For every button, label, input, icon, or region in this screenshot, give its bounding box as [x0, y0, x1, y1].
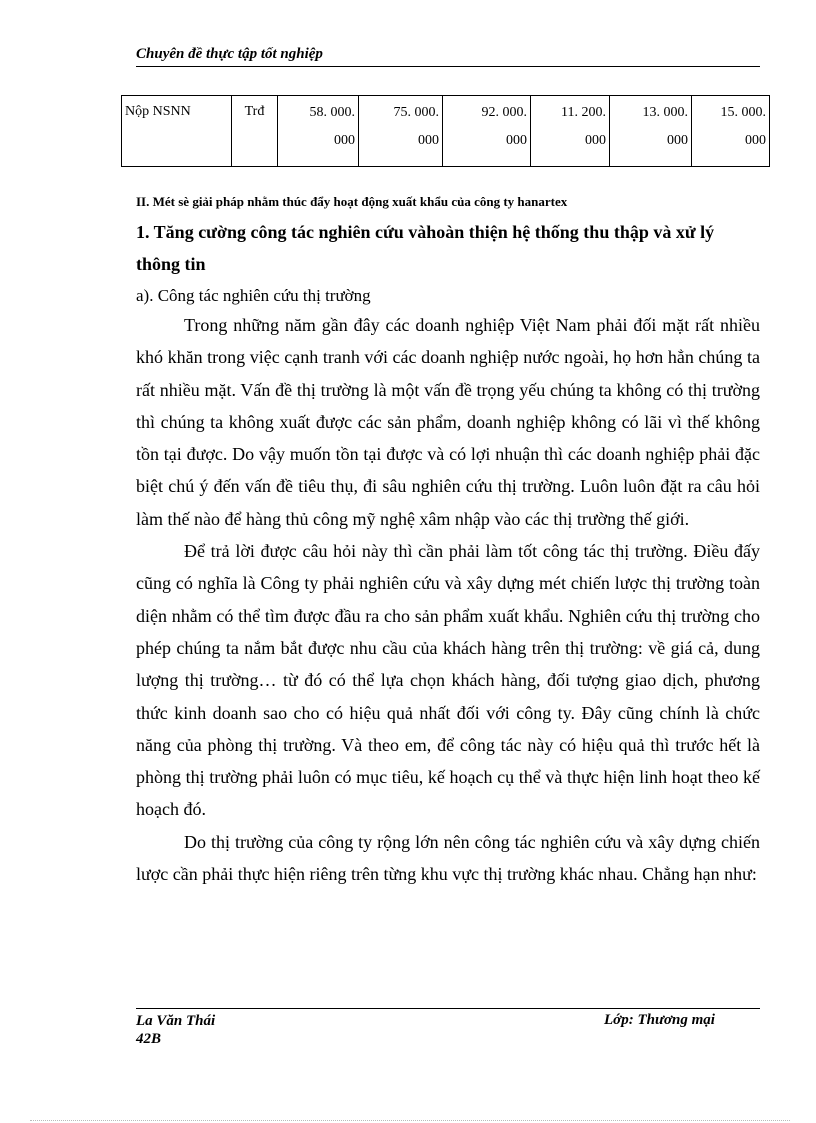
paragraph: Trong những năm gần đây các doanh nghiệp Việt Nam phải đối mặt rất nhiều khó khăn trong việc cạnh tranh với các doanh nghiệp nước ngoài, họ hơn hẳn chúng ta rất nhiều mặt. Vấn đề thị trường là một vấn đề trọng yếu chúng ta không có thị trường thì chúng ta không xuất được các sản phẩm, doanh nghiệp không có lãi vì thế không tồn tại được. Do vậy muốn tồn tại được và có lợi nhuận thì các doanh nghiệp phải đặc biệt chú ý đến vấn đề tiêu thụ, đi sâu nghiên cứu thị trường. Luôn luôn đặt ra câu hỏi làm thế nào để hàng thủ công mỹ nghệ xâm nhập vào các thị trường thế giới. [136, 315, 760, 529]
paragraph: Để trả lời được câu hỏi này thì cần phải làm tốt công tác thị trường. Điều đấy cũng có nghĩa là Công ty phải nghiên cứu và xây dựng mét chiến lược thị trường toàn diện nhằm có thể tìm được đầu ra cho sản phẩm xuất khẩu. Nghiên cứu thị trường cho phép chúng ta nắm bắt được nhu cầu của khách hàng trên thị trường: về giá cả, dung lượng thị trường… từ đó có thể lựa chọn khách hàng, đối tượng giao dịch, phương thức kinh doanh sao cho có hiệu quả nhất đối với công ty. Đây cũng chính là chức năng của phòng thị trường. Và theo em, để công tác này có hiệu quả thì trước hết là phòng thị trường phải luôn có mục tiêu, kế hoạch cụ thể và thực hiện linh hoạt theo kế hoạch đó. [136, 541, 760, 820]
footer-divider [136, 1008, 760, 1009]
footer-author-block [136, 1012, 215, 1048]
section-title: II. Mét sè giải pháp nhằm thúc đẩy hoạt động xuất khẩu của công ty hanartex [136, 194, 568, 209]
document-header-title: Chuyên đề thực tập tốt nghiệp [136, 46, 323, 62]
table-cell: 15. 000. 000 [692, 96, 770, 167]
page-edge [30, 1120, 790, 1121]
paragraph: Do thị trường của công ty rộng lớn nên công tác nghiên cứu và xây dựng chiến lược cần phải thực hiện riêng trên từng khu vực thị trường khác nhau. Chẳng hạn như: [136, 831, 760, 885]
footer-author: La Văn Thái [136, 1013, 216, 1029]
table-row [122, 96, 770, 167]
financial-table [121, 95, 770, 167]
table-cell: 75. 000. 000 [359, 96, 443, 167]
header-divider [136, 66, 760, 67]
footer-class-code: 42B [136, 1031, 162, 1047]
table-cell: 11. 200. 000 [531, 96, 610, 167]
table-cell: 92. 000. 000 [443, 96, 531, 167]
body-text [136, 309, 760, 890]
heading-level-1: 1. Tăng cường công tác nghiên cứu vàhoàn thiện hệ thống thu thập và xử lý thông tin [136, 222, 715, 274]
row-label: Nộp NSNN [122, 96, 232, 167]
table-cell: 13. 000. 000 [610, 96, 692, 167]
table-cell: 58. 000. 000 [278, 96, 359, 167]
footer-class-label: Lớp: Thương mại [604, 1012, 715, 1028]
heading-level-2: a). Công tác nghiên cứu thị trường [136, 286, 371, 305]
row-unit: Trđ [232, 96, 278, 167]
